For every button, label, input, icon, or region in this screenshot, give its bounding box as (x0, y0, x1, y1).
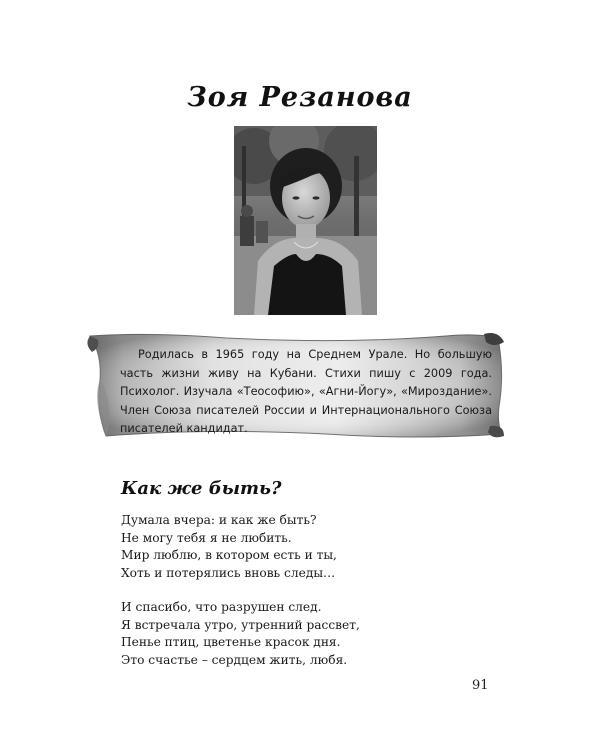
author-bio: Родилась в 1965 году на Среднем Урале. Но большую часть жизни живу на Кубани. Стихи пишу с 2009 года. Психолог. Изучала «Теософию», «Агни-Йогу», «Мироздание». Член Союза писателей России и Интернационального Союза писателей кандидат. (120, 348, 492, 435)
poem-line: Хоть и потерялись вновь следы… (121, 565, 336, 580)
poem-stanza-1 (121, 512, 461, 582)
poem-stanza-2 (121, 599, 461, 669)
page-number: 91 (472, 678, 489, 693)
poem-line: Я встречала утро, утренний рассвет, (121, 617, 360, 632)
author-photo (234, 126, 377, 315)
poem-line: И спасибо, что разрушен след. (121, 600, 322, 614)
poem-line: Пенье птиц, цветенье красок дня. (121, 635, 341, 649)
poem-line: Думала вчера: и как же быть? (121, 513, 317, 527)
poem-line: Мир люблю, в котором есть и ты, (121, 548, 337, 562)
poem-title: Как же быть? (121, 478, 282, 499)
bio-scroll-banner (86, 330, 506, 440)
poem-line: Это счастье – сердцем жить, любя. (121, 652, 348, 667)
author-name: Зоя Резанова (187, 82, 413, 113)
poem-line: Не могу тебя я не любить. (121, 530, 292, 545)
poem-body (121, 512, 461, 686)
